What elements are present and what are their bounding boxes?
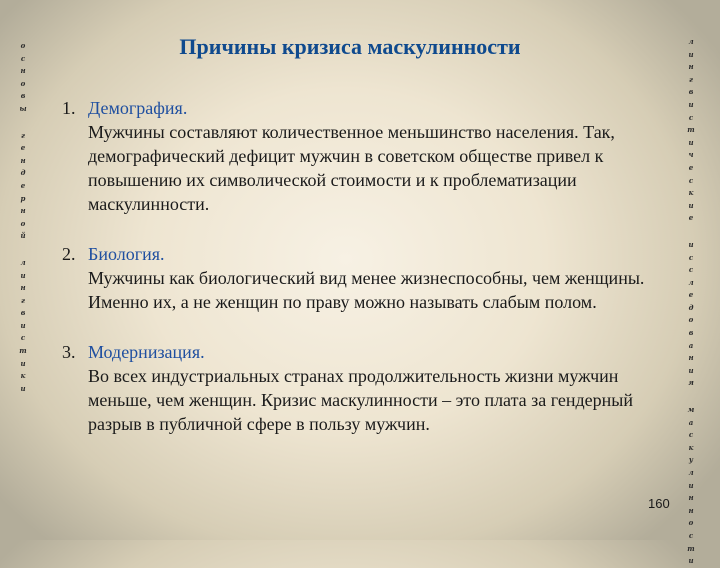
item-number: 3. xyxy=(62,342,76,362)
caption-letter: я xyxy=(688,378,694,388)
caption-letter: л xyxy=(688,468,694,477)
caption-letter: с xyxy=(688,430,694,440)
item-body xyxy=(88,242,662,314)
right-vertical-caption xyxy=(684,36,698,568)
caption-letter: й xyxy=(20,231,26,241)
caption-letter: р xyxy=(20,193,26,203)
caption-letter: г xyxy=(21,130,25,140)
caption-letter: ы xyxy=(19,103,27,113)
caption-letter: е xyxy=(688,162,694,172)
caption-letter: и xyxy=(688,365,694,375)
caption-letter: к xyxy=(20,371,26,381)
item-body xyxy=(88,340,662,436)
cause-list xyxy=(62,96,662,462)
list-item xyxy=(62,242,662,314)
caption-letter: у xyxy=(688,455,694,465)
caption-letter: и xyxy=(20,320,26,330)
caption-letter: е xyxy=(20,180,26,190)
caption-letter: а xyxy=(688,417,694,427)
caption-letter: т xyxy=(687,543,695,553)
caption-letter: с xyxy=(20,333,26,343)
item-heading: Демография. xyxy=(88,98,188,118)
caption-letter: м xyxy=(687,405,695,415)
item-body xyxy=(88,96,662,216)
caption-letter: и xyxy=(688,137,694,147)
caption-letter: и xyxy=(688,480,694,490)
caption-letter: с xyxy=(688,112,694,122)
caption-letter: и xyxy=(688,49,694,59)
caption-letter: л xyxy=(688,277,694,287)
caption-letter: н xyxy=(20,155,26,165)
caption-letter: с xyxy=(688,175,694,185)
caption-letter: о xyxy=(20,218,26,228)
caption-letter: с xyxy=(688,252,694,262)
caption-letter: д xyxy=(20,168,26,178)
caption-letter: л xyxy=(20,257,26,267)
caption-letter: е xyxy=(688,213,694,223)
caption-letter: в xyxy=(688,328,694,338)
item-number: 2. xyxy=(62,244,76,264)
slide-title: Причины кризиса маскулинности xyxy=(179,34,521,59)
caption-letter: и xyxy=(20,270,26,280)
caption-letter: с xyxy=(688,265,694,275)
left-vertical-caption xyxy=(16,40,30,395)
item-heading: Модернизация. xyxy=(88,342,205,362)
item-text: Во всех индустриальных странах продолжительность жизни мужчин меньше, чем женщин. Кризис маскулинности – это плата за гендерный разрыв в публичной сфере в пользу мужчин. xyxy=(88,366,634,434)
caption-letter: к xyxy=(688,442,694,452)
caption-letter: ч xyxy=(688,150,694,160)
caption-letter: и xyxy=(20,383,26,393)
caption-letter: г xyxy=(21,295,25,305)
caption-letter: и xyxy=(688,556,694,566)
caption-letter: н xyxy=(688,353,694,363)
caption-letter: и xyxy=(20,358,26,368)
caption-letter: н xyxy=(688,62,694,72)
caption-letter: н xyxy=(688,505,694,515)
item-number: 1. xyxy=(62,98,76,118)
caption-letter: е xyxy=(20,143,26,153)
caption-letter: о xyxy=(688,315,694,325)
caption-letter: о xyxy=(20,41,26,50)
caption-letter: е xyxy=(688,290,694,300)
caption-letter: т xyxy=(19,346,27,356)
caption-letter: о xyxy=(20,78,26,88)
caption-letter: и xyxy=(688,200,694,210)
caption-letter: и xyxy=(688,99,694,109)
caption-letter: н xyxy=(20,66,26,76)
caption-letter: в xyxy=(20,308,26,318)
caption-letter: н xyxy=(20,283,26,293)
caption-letter: и xyxy=(688,239,694,249)
caption-letter: л xyxy=(688,37,694,46)
caption-letter: г xyxy=(689,74,693,84)
list-item xyxy=(62,96,662,216)
caption-letter: о xyxy=(688,518,694,528)
item-text: Мужчины как биологический вид менее жизнеспособны, чем женщины. Именно их, а не женщин по праву можно называть слабым полом. xyxy=(88,268,645,312)
item-text: Мужчины составляют количественное меньшинство населения. Так, демографический дефицит мужчин в советском обществе привел к повышению их символической стоимости и к проблематизации маскулинности. xyxy=(88,122,615,214)
list-item xyxy=(62,340,662,436)
item-heading: Биология. xyxy=(88,244,165,264)
caption-letter: а xyxy=(688,340,694,350)
caption-letter: в xyxy=(688,87,694,97)
caption-letter: н xyxy=(688,493,694,503)
caption-letter: н xyxy=(20,206,26,216)
caption-letter: к xyxy=(688,188,694,198)
caption-letter: т xyxy=(687,125,695,135)
caption-letter: с xyxy=(688,530,694,540)
page-number: 160 xyxy=(648,496,670,511)
caption-letter: д xyxy=(688,302,694,312)
caption-letter: в xyxy=(20,91,26,101)
caption-letter: с xyxy=(20,53,26,63)
